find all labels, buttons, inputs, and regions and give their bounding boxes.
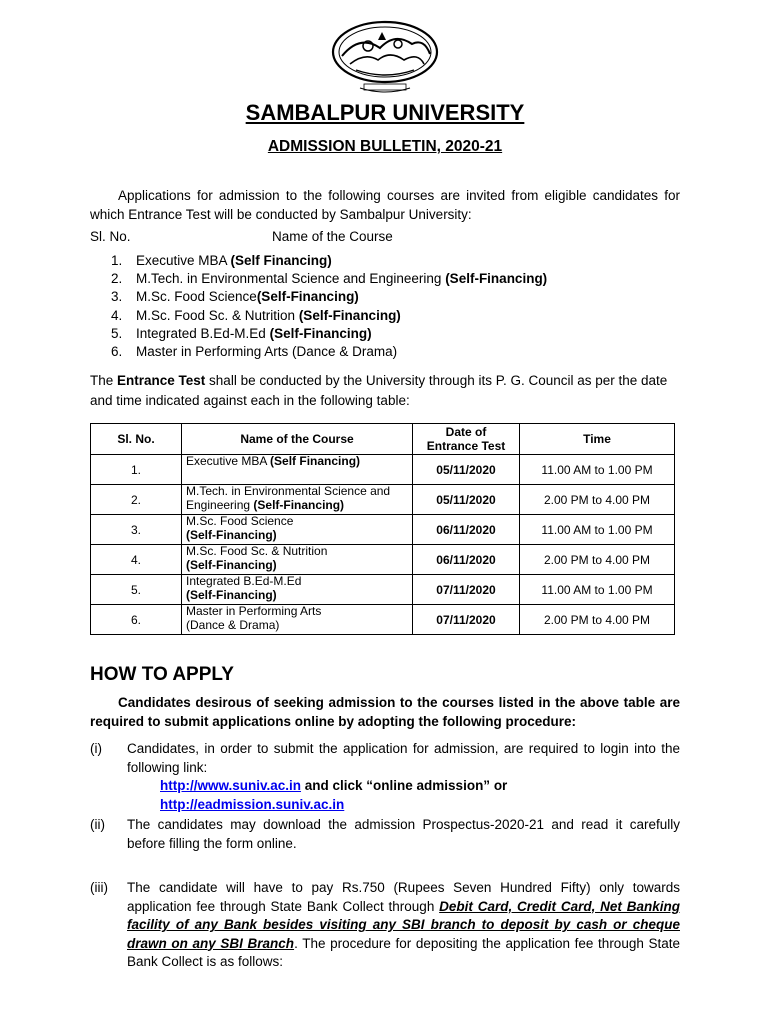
list-item (111, 307, 547, 325)
table-cell-date: 05/11/2020 (413, 455, 520, 485)
procedure-item-number: (ii) (90, 817, 105, 832)
table-cell-name-l2: Engineering (186, 497, 254, 512)
entrance-prefix: The (90, 373, 118, 388)
table-cell-sl: 2. (91, 485, 182, 515)
list-item-number: 4. (111, 307, 123, 323)
list-item-tag: (Self-Financing) (256, 289, 359, 305)
table-cell-time: 11.00 AM to 1.00 PM (520, 515, 675, 545)
course-list-sl-header: Sl. No. (90, 229, 131, 244)
list-item-number: 3. (111, 289, 123, 305)
link-connector-text: and click “online admission” or (301, 778, 508, 793)
course-list-name-header: Name of the Course (272, 229, 393, 244)
table-header-name: Name of the Course (182, 424, 413, 455)
list-item-tag: (Self-Financing) (445, 271, 548, 287)
entrance-suffix: shall be conducted by the University through its P. G. Council as per the date and time indicated against each in the following table: (90, 373, 668, 408)
eadmission-link[interactable]: http://eadmission.suniv.ac.in (160, 796, 345, 812)
intro-paragraph: Applications for admission to the following courses are invited from eligible candidates for which Entrance Test will be conducted by Sambalpur University: (90, 188, 680, 222)
entrance-test-paragraph (90, 371, 680, 411)
table-row (91, 515, 675, 545)
table-cell-date: 06/11/2020 (413, 515, 520, 545)
procedure-item-text: Candidates, in order to submit the application for admission, are required to login into the following link: (127, 741, 680, 775)
list-item-number: 5. (111, 325, 123, 341)
list-item-number: 1. (111, 253, 123, 268)
list-item-tag: (Self-Financing) (269, 325, 372, 341)
table-header-time: Time (520, 424, 675, 455)
table-cell-sl: 5. (91, 575, 182, 605)
table-cell-date: 05/11/2020 (413, 485, 520, 515)
table-cell-sl: 3. (91, 515, 182, 545)
procedure-item-body (127, 740, 680, 814)
university-emblem-icon (320, 14, 450, 96)
table-cell-sl: 4. (91, 545, 182, 575)
procedure-item-text: The candidates may download the admission Prospectus-2020-21 and read it carefully before filling the form online. (127, 817, 680, 851)
table-row (91, 485, 675, 515)
table-cell-name (182, 575, 413, 605)
schedule-table (90, 423, 675, 635)
procedure-item-number: (iii) (90, 880, 108, 895)
list-item (111, 343, 547, 361)
table-header-date-l2: Entrance Test (426, 439, 506, 453)
list-item-number: 2. (111, 271, 123, 287)
table-cell-name-l2-bold: (Self-Financing) (186, 557, 277, 572)
list-item-tag: (Self Financing) (230, 253, 332, 268)
table-cell-name-l1: Integrated B.Ed-M.Ed (186, 574, 302, 588)
table-cell-name-l1: M.Sc. Food Sc. & Nutrition (186, 544, 328, 558)
entrance-bold: Entrance Test (117, 373, 206, 388)
list-item (111, 270, 547, 288)
table-cell-name-l1: Master in Performing Arts (186, 604, 322, 618)
table-cell-sl: 6. (91, 605, 182, 635)
university-title: SAMBALPUR UNIVERSITY (245, 100, 525, 125)
table-cell-name (182, 515, 413, 545)
table-cell-name (182, 485, 413, 515)
list-item (111, 325, 547, 343)
table-cell-name-l1-bold: (Self Financing) (270, 454, 361, 468)
table-cell-sl: 1. (91, 455, 182, 485)
course-list (111, 252, 547, 361)
table-row (91, 575, 675, 605)
table-cell-name (182, 605, 413, 635)
list-item-name: Integrated B.Ed-M.Ed (136, 325, 270, 341)
list-item (111, 252, 547, 270)
list-item-name: Master in Performing Arts (Dance & Drama) (136, 344, 398, 360)
procedure-item-text-a: The candidate will have to pay Rs.750 (Rupees Seven Hundred Fifty) only towards application fee through State Bank Collect through (127, 880, 680, 914)
list-item-name: M.Tech. in Environmental Science and Engineering (136, 271, 446, 287)
table-cell-time: 2.00 PM to 4.00 PM (520, 605, 675, 635)
list-item-tag: (Self-Financing) (298, 307, 401, 323)
table-cell-time: 11.00 AM to 1.00 PM (520, 455, 675, 485)
table-cell-name (182, 545, 413, 575)
table-header-sl: Sl. No. (91, 424, 182, 455)
list-item (111, 288, 547, 306)
procedure-item-number: (i) (90, 741, 102, 756)
list-item-number: 6. (111, 344, 123, 360)
procedure-item-text-b: . The procedure for depositing the application fee through State Bank Collect is as follows: (127, 935, 680, 969)
table-cell-name-l2-bold: (Self-Financing) (186, 587, 277, 602)
table-header-date-l1: Date of (445, 425, 487, 439)
how-to-apply-heading: HOW TO APPLY (90, 664, 234, 685)
how-to-apply-intro: Candidates desirous of seeking admission to the courses listed in the above table are required to submit applications online by adopting the following procedure: (90, 695, 680, 729)
table-cell-date: 06/11/2020 (413, 545, 520, 575)
table-cell-name-l2-bold: (Self-Financing) (253, 497, 345, 512)
table-row (91, 605, 675, 635)
list-item-name: M.Sc. Food Sc. & Nutrition (136, 307, 299, 323)
list-item-name: M.Sc. Food Science (136, 289, 257, 305)
table-cell-name-l1: M.Tech. in Environmental Science and (186, 484, 391, 498)
table-cell-date: 07/11/2020 (413, 605, 520, 635)
payment-methods-emphasis: Debit Card, Credit Card, Net Banking facility of any Bank besides visiting any SBI branch to deposit by cash or cheque drawn on any SBI Branch (127, 898, 680, 951)
table-row (91, 545, 675, 575)
list-item-name: Executive MBA (136, 253, 231, 268)
table-header-row (91, 424, 675, 455)
table-cell-name-l1: Executive MBA (186, 454, 271, 468)
suniv-link[interactable]: http://www.suniv.ac.in (160, 778, 302, 793)
table-cell-date: 07/11/2020 (413, 575, 520, 605)
table-cell-name (182, 455, 413, 485)
table-header-date (413, 424, 520, 455)
table-row (91, 455, 675, 485)
table-cell-name-l1: M.Sc. Food Science (186, 514, 294, 528)
procedure-item-body (127, 879, 680, 972)
table-cell-name-l2: (Dance & Drama) (186, 617, 280, 632)
table-cell-time: 2.00 PM to 4.00 PM (520, 545, 675, 575)
bulletin-title: ADMISSION BULLETIN, 2020-21 (267, 138, 503, 155)
table-cell-name-l2-bold: (Self-Financing) (186, 527, 277, 542)
table-cell-time: 11.00 AM to 1.00 PM (520, 575, 675, 605)
table-cell-time: 2.00 PM to 4.00 PM (520, 485, 675, 515)
